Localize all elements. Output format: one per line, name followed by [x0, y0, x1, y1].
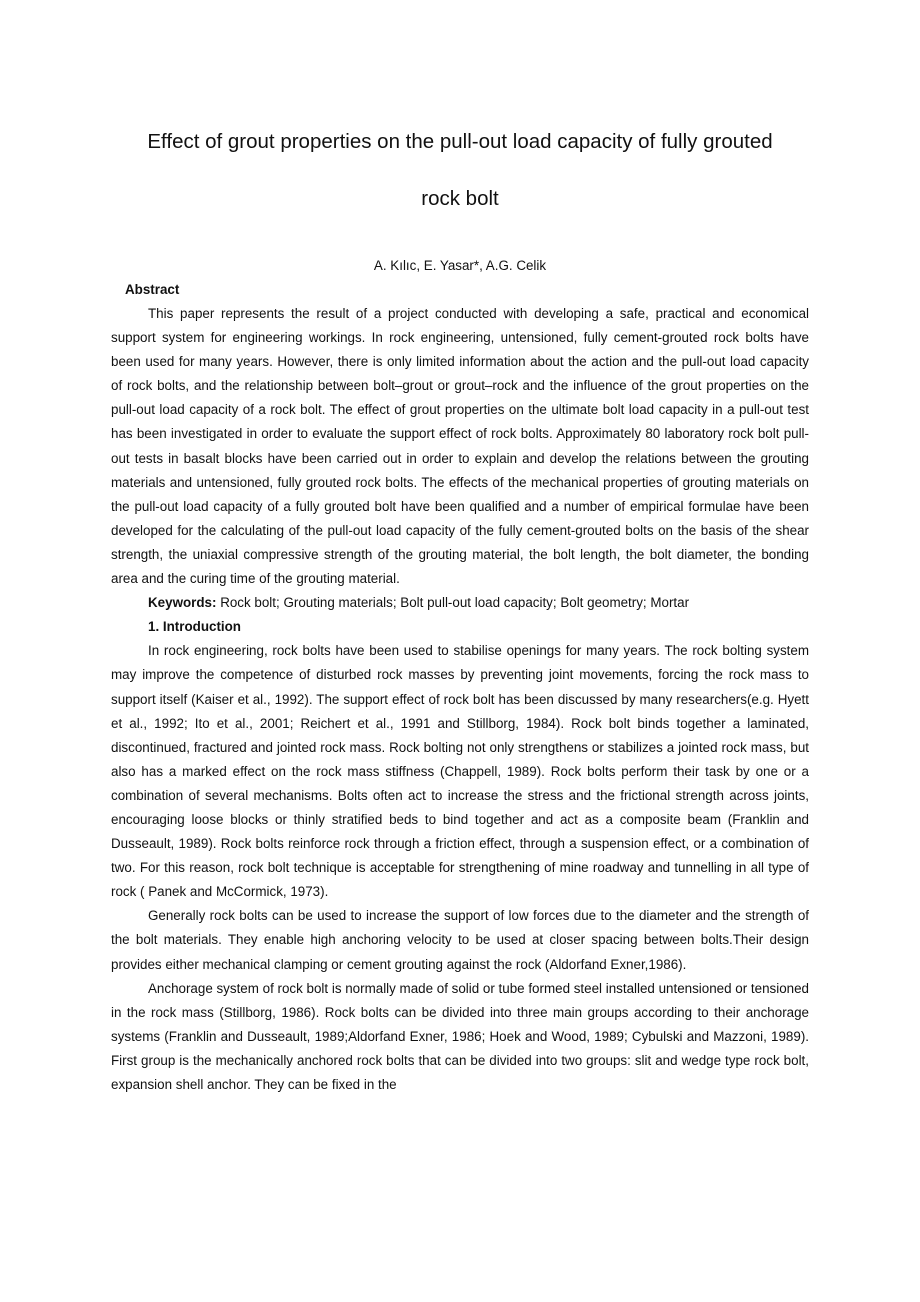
- keywords-line: [111, 591, 809, 615]
- keywords-text: Rock bolt; Grouting materials; Bolt pull-out load capacity; Bolt geometry; Mortar: [216, 595, 690, 611]
- paper-body: [111, 302, 809, 1097]
- abstract-heading: Abstract: [125, 282, 180, 297]
- section-heading-introduction: 1. Introduction: [148, 619, 241, 635]
- intro-paragraph-2: Generally rock bolts can be used to increase the support of low forces due to the diameter and the strength of the bolt materials. They enable high anchoring velocity to be used at closer spacing between bolts.Their design provides either mechanical clamping or cement grouting against the rock (Aldorfand Exner,1986).: [111, 908, 809, 972]
- keywords-label: Keywords:: [148, 595, 217, 611]
- paper-title-line-2: rock bolt: [421, 187, 499, 210]
- intro-paragraph-1: In rock engineering, rock bolts have been used to stabilise openings for many years. The rock bolting system may improve the competence of disturbed rock masses by preventing joint movements, forcing the rock mass to support itself (Kaiser et al., 1992). The support effect of rock bolt has been discussed by many researchers(e.g. Hyett et al., 1992; Ito et al., 2001; Reichert et al., 1991 and Stillborg, 1984). Rock bolt binds together a laminated, discontinued, fractured and jointed rock mass. Rock bolting not only strengthens or stabilizes a jointed rock mass, but also has a marked effect on the rock mass stiffness (Chappell, 1989). Rock bolts perform their task by one or a combination of several mechanisms. Bolts often act to increase the stress and the frictional strength across joints, encouraging loose blocks or thinly stratified beds to bind together and act as a composite beam (Franklin and Dusseault, 1989). Rock bolts reinforce rock through a friction effect, through a suspension effect, or a combination of two. For this reason, rock bolt technique is acceptable for strengthening of mine roadway and tunnelling in all type of rock ( Panek and McCormick, 1973).: [111, 643, 809, 900]
- paper-title-line-1: Effect of grout properties on the pull-out load capacity of fully grouted: [147, 130, 773, 153]
- author-list: A. Kılıc, E. Yasar*, A.G. Celik: [373, 258, 547, 273]
- abstract-paragraph: This paper represents the result of a project conducted with developing a safe, practical and economical support system for engineering workings. In rock engineering, untensioned, fully cement-grouted rock bolts have been used for many years. However, there is only limited information about the action and the pull-out load capacity of rock bolts, and the relationship between bolt–grout or grout–rock and the influence of the grout properties on the pull-out load capacity of a rock bolt. The effect of grout properties on the ultimate bolt load capacity in a pull-out test has been investigated in order to evaluate the support effect of rock bolts. Approximately 80 laboratory rock bolt pull-out tests in basalt blocks have been carried out in order to explain and develop the relations between the grouting materials and untensioned, fully grouted rock bolts. The effects of the mechanical properties of grouting materials on the pull-out load capacity of a fully grouted bolt have been qualified and a number of empirical formulae have been developed for the calculating of the pull-out load capacity of the fully cement-grouted bolts on the basis of the shear strength, the uniaxial compressive strength of the grouting material, the bolt length, the bolt diameter, the bonding area and the curing time of the grouting material.: [111, 306, 809, 587]
- intro-paragraph-3: Anchorage system of rock bolt is normally made of solid or tube formed steel installed untensioned or tensioned in the rock mass (Stillborg, 1986). Rock bolts can be divided into three main groups according to their anchorage systems (Franklin and Dusseault, 1989;Aldorfand Exner, 1986; Hoek and Wood, 1989; Cybulski and Mazzoni, 1989). First group is the mechanically anchored rock bolts that can be divided into two groups: slit and wedge type rock bolt, expansion shell anchor. They can be fixed in the: [111, 980, 809, 1092]
